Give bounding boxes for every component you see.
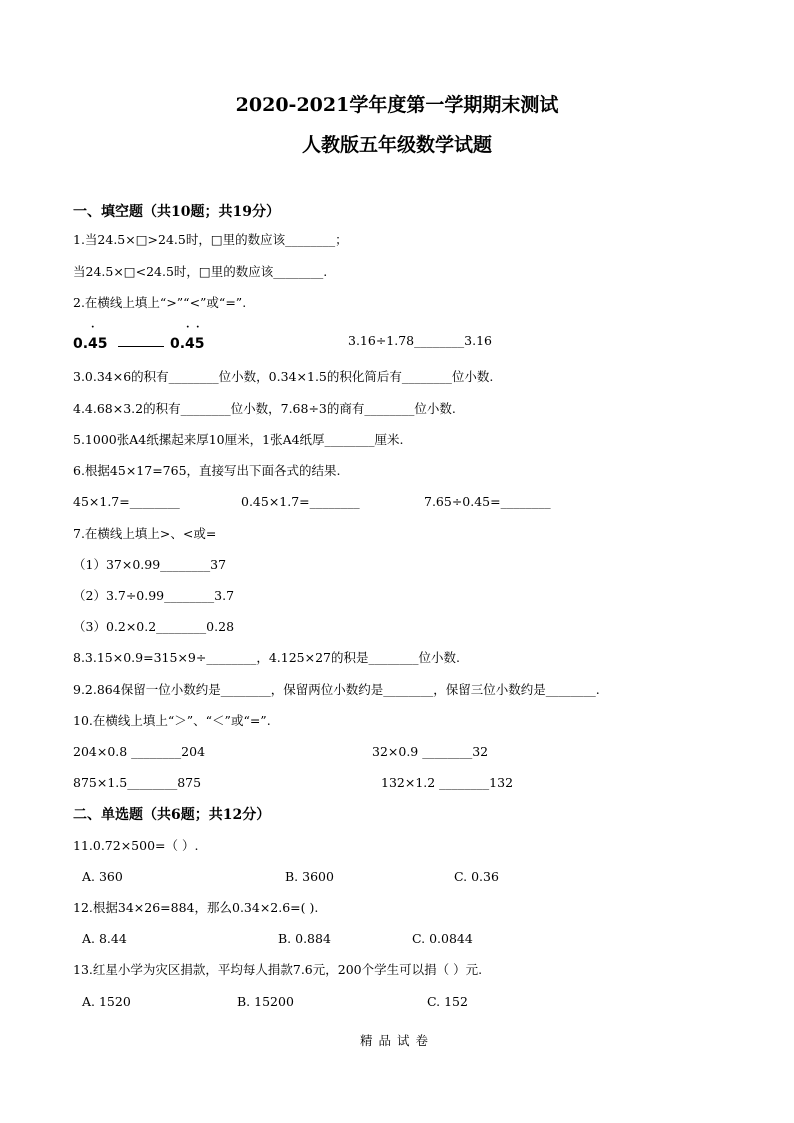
question-8: 8.3.15×0.9=315×9÷________，4.125×27的积是________位小数. [73, 650, 460, 665]
question-13-option-c: C. 152 [427, 994, 468, 1009]
question-9: 9.2.864保留一位小数约是________，保留两位小数约是________，保留三位小数约是________. [73, 682, 600, 697]
question-2-blank [118, 346, 164, 347]
question-3: 3.0.34×6的积有________位小数，0.34×1.5的积化简后有________位小数. [73, 369, 494, 384]
question-6: 6.根据45×17=765，直接写出下面各式的结果. [73, 463, 341, 478]
exam-title: 2020-2021学年度第一学期期末测试 [235, 94, 559, 116]
question-12-option-c: C. 0.0844 [412, 931, 473, 946]
question-7: 7.在横线上填上>、<或= [73, 526, 217, 541]
question-7-part-2: （2）3.7÷0.99________3.7 [73, 588, 235, 603]
page-footer: 精品试卷 [359, 1033, 434, 1048]
question-11-option-b: B. 3600 [285, 869, 334, 884]
question-11-option-c: C. 0.36 [454, 869, 499, 884]
question-2-expression: 3.16÷1.78________3.16 [348, 333, 492, 348]
question-10-part-d: 132×1.2 ________132 [381, 775, 514, 790]
question-1b: 当24.5×□<24.5时，□里的数应该________. [73, 264, 328, 279]
question-11: 11.0.72×500=（ ）. [73, 838, 199, 853]
question-12-option-a: A. 8.44 [82, 931, 127, 946]
question-6-part-c: 7.65÷0.45=________ [424, 494, 551, 509]
question-13-option-b: B. 15200 [237, 994, 294, 1009]
question-10-part-c: 875×1.5________875 [73, 775, 202, 790]
recurring-dot: · [91, 322, 95, 333]
question-6-part-b: 0.45×1.7=________ [241, 494, 360, 509]
exam-subtitle: 人教版五年级数学试题 [301, 134, 492, 156]
question-12: 12.根据34×26=884，那么0.34×2.6=( ). [73, 900, 319, 915]
question-12-option-b: B. 0.884 [278, 931, 331, 946]
recurring-dot: · [196, 322, 200, 333]
question-10-part-a: 204×0.8 ________204 [73, 744, 206, 759]
recurring-dot: · [186, 322, 190, 333]
question-11-option-a: A. 360 [82, 869, 123, 884]
question-6-part-a: 45×1.7=________ [73, 494, 180, 509]
question-5: 5.1000张A4纸摞起来厚10厘米，1张A4纸厚________厘米. [73, 432, 404, 447]
question-2-left-number: 0.45 [73, 336, 108, 352]
question-13: 13.红星小学为灾区捐款，平均每人捐款7.6元，200个学生可以捐（ ）元. [73, 962, 483, 977]
question-10-part-b: 32×0.9 ________32 [372, 744, 489, 759]
section-single-choice-heading: 二、单选题（共6题；共12分） [73, 807, 271, 823]
question-2: 2.在横线上填上“>”“<”或“=”. [73, 295, 247, 310]
question-7-part-1: （1）37×0.99________37 [73, 557, 227, 572]
question-13-option-a: A. 1520 [82, 994, 131, 1009]
question-7-part-3: （3）0.2×0.2________0.28 [73, 619, 235, 634]
question-4: 4.4.68×3.2的积有________位小数，7.68÷3的商有________位小数. [73, 401, 456, 416]
section-fill-in-heading: 一、填空题（共10题；共19分） [73, 204, 280, 220]
question-2-right-number: 0.45 [170, 336, 205, 352]
question-10: 10.在横线上填上“＞”、“＜”或“=”. [73, 713, 271, 728]
question-1a: 1.当24.5×□>24.5时，□里的数应该________； [73, 232, 348, 247]
